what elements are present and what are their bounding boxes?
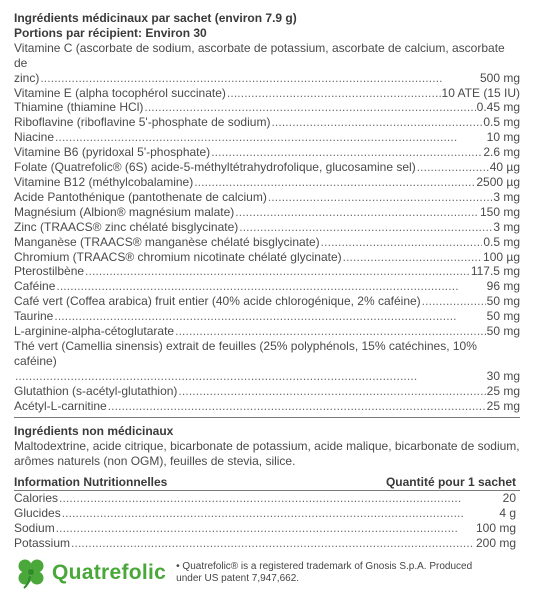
ingredient-amount: 50 mg [486,309,520,324]
nutrition-amount: 100 mg [475,520,516,535]
ingredient-label: Caféine [14,279,56,294]
ingredient-amount: 2.6 mg [483,145,520,160]
ingredient-label-continued: zinc) [14,70,40,85]
ingredient-label: Pterostilbène [14,264,85,279]
leader-dots [54,309,485,324]
nutrition-amount: 20 [502,491,516,506]
ingredient-amount: 3 mg [493,219,520,234]
leader-dots [71,536,475,551]
supplement-facts-panel [14,11,520,551]
ingredient-amount: 100 µg [483,249,520,264]
ingredient-label: Zinc (TRAACS® zinc chélaté bisglycinate) [14,219,239,234]
leader-dots [175,324,486,339]
ingredient-row [14,250,520,265]
ingredient-label-line: Vitamine C (ascorbate de sodium, ascorbate de potassium, ascorbate de calcium, ascorbate de [14,40,505,70]
ingredient-amount: 0.5 mg [483,234,520,249]
leader-dots [227,86,441,101]
ingredient-amount: 3 mg [493,189,520,204]
nutrition-row [14,521,520,536]
ingredient-row [14,205,520,220]
leader-dots [62,506,499,521]
ingredient-label: Acétyl-L-carnitine [14,398,107,413]
leader-dots [40,71,479,86]
leader-dots [211,145,482,160]
ingredient-row [14,175,520,190]
ingredient-label: Vitamine B6 (pyridoxal 5'-phosphate) [14,145,211,160]
ingredient-label: Thiamine (thiamine HCl) [14,100,144,115]
nutrition-amount: 4 g [499,506,516,520]
ingredient-amount: 150 mg [479,204,520,219]
ingredient-row [14,384,520,399]
leader-dots [239,220,492,235]
ingredient-amount: 96 mg [486,279,520,294]
ingredient-row [14,369,520,384]
ingredient-row [14,100,520,115]
medicinal-title: Ingrédients médicinaux par sachet (environ 7.9 g) [14,11,297,25]
clover-icon [14,556,48,590]
nutrition-row [14,491,520,506]
non-medicinal-section [14,424,520,469]
non-medicinal-title: Ingrédients non médicinaux [14,424,174,439]
ingredient-amount: 10 ATE (15 IU) [441,85,520,100]
leader-dots [235,205,479,220]
nutrition-title: Information Nutritionnelles [14,475,168,490]
ingredient-label: Folate (Quatrefolic® (6S) acide-5-méthyltétrahydrofolique, glucosamine sel) [14,160,416,175]
ingredient-row [14,324,520,339]
ingredient-label: L-arginine-alpha-cétoglutarate [14,324,175,339]
ingredient-row [14,235,520,250]
servings-per-container: Portions par récipient: Environ 30 [14,25,207,40]
ingredient-label: Acide Pantothénique (pantothenate de calcium) [14,189,267,204]
nutrition-quantity-header: Quantité pour 1 sachet [385,475,516,490]
nutrition-row [14,536,520,551]
ingredient-label-line: Thé vert (Camellia sinensis) extrait de feuilles (25% polyphénols, 15% catéchines, 10% caféine) [14,338,477,368]
medicinal-ingredient-list [14,41,520,414]
leader-dots [15,369,486,384]
nutrition-section [14,475,520,551]
nutrition-header [14,475,520,491]
leader-dots [194,175,475,190]
trademark-notice: • Quatrefolic® is a registered trademark of Gnosis S.p.A. Produced under US patent 7,947,662. [176,561,473,584]
ingredient-label: Vitamine B12 (méthylcobalamine) [14,174,194,189]
leader-dots [343,250,482,265]
leader-dots [178,384,485,399]
leader-dots [55,130,486,145]
leader-dots [56,521,475,536]
ingredient-amount: 0.45 mg [476,100,520,115]
footer [14,555,520,591]
ingredient-label: Niacine [14,130,55,145]
leader-dots [108,399,486,414]
ingredient-row [14,115,520,130]
non-medicinal-text: Maltodextrine, acide citrique, bicarbonate de potassium, acide malique, bicarbonate de sodium, arômes naturels (non OGM), feuilles de stevia, silice. [14,439,520,469]
ingredient-row [14,309,520,324]
ingredient-amount: 25 mg [486,383,520,398]
ingredient-row [14,71,520,86]
ingredient-row [14,279,520,294]
ingredient-amount: 0.5 mg [483,115,520,130]
leader-dots [271,115,482,130]
leader-dots [85,264,470,279]
ingredient-row [14,86,520,101]
ingredient-amount: 25 mg [486,398,520,413]
ingredient-label: Glutathion (s-acétyl-glutathion) [14,383,178,398]
ingredient-row [14,145,520,160]
nutrition-label: Potassium [14,535,71,550]
ingredient-label: Magnésium (Albion® magnésium malate) [14,204,235,219]
logo-text: Quatrefolic [52,560,167,584]
leader-dots [422,294,486,309]
nutrition-label: Calories [14,491,59,506]
ingredient-row [14,160,520,175]
ingredient-row [14,399,520,414]
ingredient-row [14,220,520,235]
ingredient-label: Vitamine E (alpha tocophérol succinate) [14,85,226,100]
nutrition-label: Glucides [14,506,61,520]
ingredient-amount: 10 mg [486,130,520,145]
ingredient-amount: 2500 µg [476,174,520,189]
ingredient-row [14,190,520,205]
ingredient-row [14,294,520,309]
ingredient-amount: 500 mg [479,70,520,85]
leader-dots [268,190,492,205]
leader-dots [56,279,485,294]
ingredient-amount: 117.5 mg [470,264,520,279]
nutrition-list [14,491,520,551]
nutrition-amount: 200 mg [475,535,516,550]
ingredient-amount: 50 mg [486,294,520,309]
leader-dots [59,491,502,506]
ingredient-label: Riboflavine (riboflavine 5'-phosphate de sodium) [14,115,271,130]
ingredient-amount: 50 mg [486,324,520,339]
nutrition-row [14,506,520,521]
nutrition-label: Sodium [14,520,55,535]
ingredient-row [14,130,520,145]
ingredient-label: Taurine [14,309,54,324]
ingredient-amount: 40 µg [489,160,520,175]
ingredient-label: Café vert (Coffea arabica) fruit entier (40% acide chlorogénique, 2% caféine) [14,294,421,309]
ingredient-row [14,264,520,279]
ingredient-amount: 30 mg [486,368,520,383]
leader-dots [417,160,489,175]
divider [14,417,520,418]
leader-dots [144,100,475,115]
quatrefolic-logo [14,556,166,590]
ingredient-label: Chromium (TRAACS® chromium nicotinate chélaté glycinate) [14,249,342,264]
leader-dots [321,235,483,250]
ingredient-label: Manganèse (TRAACS® manganèse chélaté bisglycinate) [14,234,320,249]
